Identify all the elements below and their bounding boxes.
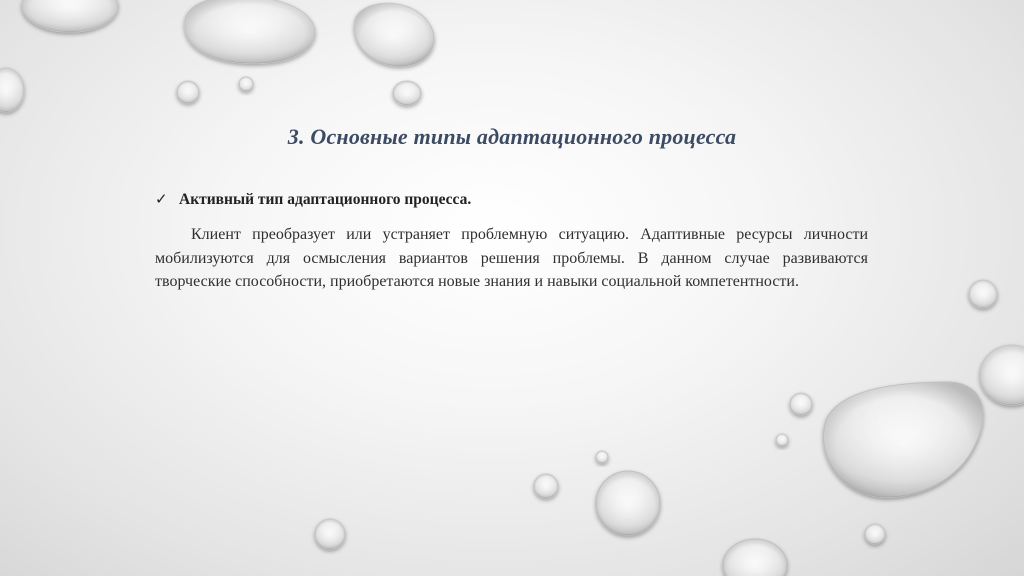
drop-right-small <box>969 280 997 308</box>
body-paragraph: Клиент преобразует или устраняет проблемную ситуацию. Адаптивные ресурсы личности мобилизуются для осмысления вариантов решения проблемы. В данном случае развиваются творческие способности, приобретаются новые знания и навыки социальной компетентности. <box>155 226 868 290</box>
drop-big-right <box>823 382 983 497</box>
drop-small-3 <box>393 81 421 105</box>
bullet-text: Активный тип адаптационного процесса. <box>179 191 472 208</box>
checkmark-icon: ✓ <box>155 190 168 208</box>
drop-small-8 <box>865 524 885 544</box>
drop-top-center <box>185 0 315 63</box>
drop-small-5 <box>776 434 788 446</box>
drop-small-6 <box>596 451 608 463</box>
drop-small-1 <box>177 81 199 103</box>
drop-medium-bottom <box>596 471 660 535</box>
slide-title: 3. Основные типы адаптационного процесса <box>287 124 737 149</box>
drop-small-7 <box>534 474 558 498</box>
drop-left-edge <box>0 68 24 112</box>
drop-small-2 <box>239 77 253 91</box>
drop-right-edge <box>980 345 1024 405</box>
slide-content <box>155 190 868 294</box>
drop-top-right <box>354 3 434 66</box>
bullet-item <box>155 190 868 209</box>
drop-top-left-large <box>22 0 118 32</box>
drop-bottom-center <box>723 539 787 576</box>
drop-small-4 <box>790 393 812 415</box>
drop-bottom-left <box>315 519 345 549</box>
